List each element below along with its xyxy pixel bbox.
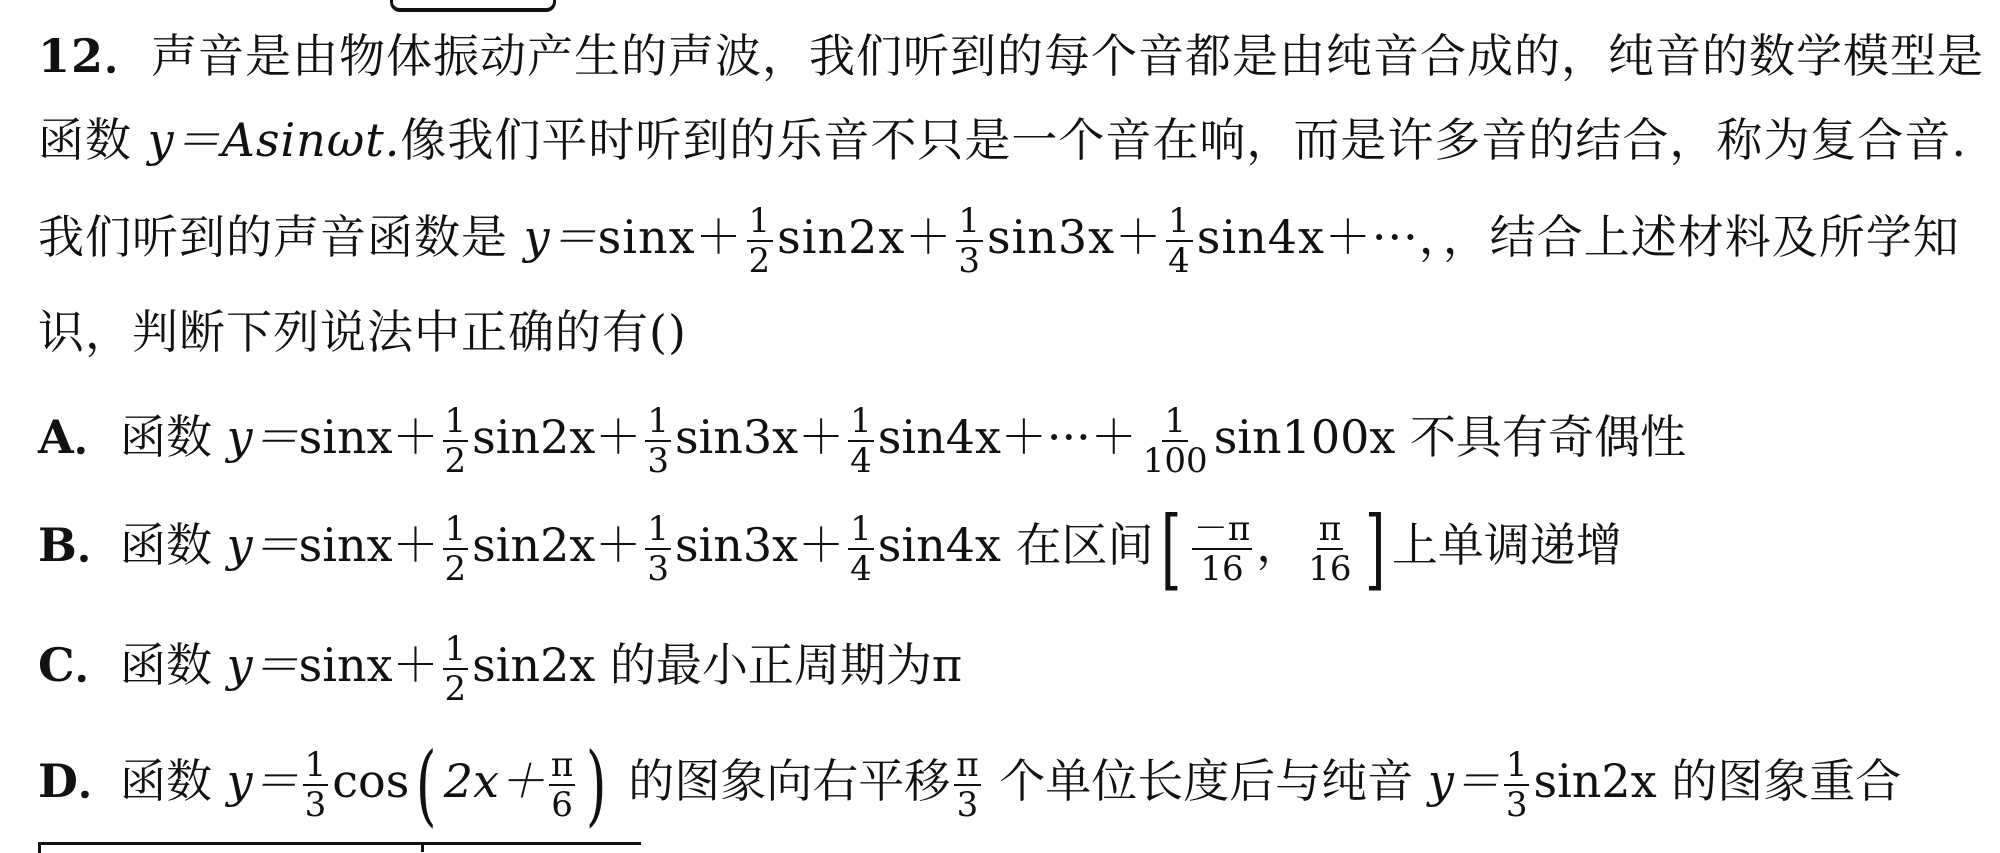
- term-sin4x-ellipsis: sin4x＋···＋: [877, 410, 1137, 464]
- pure-tone-formula: y＝Asinωt.: [147, 113, 401, 167]
- denominator: 3: [956, 785, 979, 825]
- right-bracket: ]: [1364, 497, 1385, 600]
- option-d-shift-text: 的图象向右平移: [613, 754, 951, 808]
- question-number: 12．: [38, 29, 152, 83]
- numerator: 1: [748, 201, 772, 241]
- denominator: 3: [958, 241, 981, 281]
- term-sinx: sinx＋: [597, 210, 743, 264]
- stem-line-1: [38, 26, 1984, 86]
- term-sin3x: sin3x＋: [674, 518, 845, 572]
- fraction-one-half: [443, 630, 469, 708]
- numerator: 1: [1164, 401, 1187, 441]
- sound-function: [523, 201, 1443, 281]
- fraction-one-hundredth: [1141, 402, 1210, 480]
- option-a-suffix: 不具有奇偶性: [1395, 410, 1686, 464]
- numerator: －π: [1193, 509, 1251, 549]
- numerator: 1: [850, 401, 872, 441]
- left-bracket: [: [1160, 497, 1182, 600]
- term-cos: cos: [332, 754, 410, 808]
- denominator: 3: [1505, 785, 1528, 825]
- option-d-pure-tone: [1427, 745, 1657, 825]
- numerator: 1: [444, 509, 467, 549]
- option-d-suffix: 的图象重合: [1656, 754, 1902, 808]
- term-sin2x: sin2x: [472, 638, 596, 692]
- right-paren: ): [586, 733, 607, 836]
- denominator: 2: [444, 441, 467, 481]
- denominator: 4: [1168, 241, 1191, 281]
- fraction-neg-pi-16: [1192, 510, 1252, 588]
- stem-line-3: [38, 202, 1960, 280]
- numerator: 1: [444, 401, 467, 441]
- numerator: 1: [1168, 201, 1191, 241]
- y-equals: y＝: [1427, 754, 1500, 808]
- numerator: 1: [647, 509, 669, 549]
- fraction-pi-6: [549, 746, 575, 824]
- option-b-interval: [1154, 497, 1392, 600]
- option-c-label: C．: [38, 638, 121, 692]
- term-sinx: sinx＋: [298, 518, 439, 572]
- fraction-one-third: [1504, 746, 1530, 824]
- fraction-one-third: [956, 202, 983, 280]
- stem-text-3a: 我们听到的声音函数是: [38, 210, 524, 264]
- fraction-one-half: [747, 202, 774, 280]
- stem-text-2b: 像我们平时听到的乐音不只是一个音在响，而是许多音的结合，称为复合音.: [400, 113, 1968, 167]
- denominator: 3: [647, 549, 669, 589]
- option-b-interval-text: 在区间: [1000, 518, 1154, 572]
- numerator: 1: [1505, 745, 1528, 785]
- left-paren: (: [416, 733, 437, 836]
- numerator: 1: [850, 509, 872, 549]
- term-sin2x: sin2x: [1533, 754, 1657, 808]
- option-d-prefix: 函数: [120, 754, 227, 808]
- stem-text-1: 声音是由物体振动产生的声波，我们听到的每个音都是由纯音合成的，纯音的数学模型是: [151, 29, 1985, 83]
- denominator: 3: [647, 441, 669, 481]
- fraction-one-half: [443, 402, 469, 480]
- term-sin2x: sin2x＋: [472, 518, 642, 572]
- numerator: 1: [958, 201, 981, 241]
- term-sinx: sinx＋: [298, 638, 439, 692]
- fraction-pi-3: [954, 746, 980, 824]
- option-d[interactable]: [38, 733, 1902, 836]
- option-c-formula: [226, 629, 596, 709]
- option-a-formula: [226, 401, 1396, 481]
- y-equals: y＝: [226, 754, 299, 808]
- numerator: π: [956, 745, 979, 785]
- stem-text-4: 识，判断下列说法中正确的有(): [38, 305, 687, 359]
- fraction-one-half: [443, 510, 469, 588]
- fraction-one-third: [303, 746, 329, 824]
- y-equals: y＝: [226, 638, 299, 692]
- term-sinx: sinx＋: [298, 410, 439, 464]
- denominator: 16: [1308, 549, 1352, 589]
- fraction-one-third: [645, 402, 671, 480]
- term-sin3x: sin3x＋: [986, 210, 1163, 264]
- stem-text-3b: ，结合上述材料及所学知: [1442, 210, 1960, 264]
- denominator: 3: [304, 785, 327, 825]
- option-d-label: D．: [38, 754, 124, 808]
- fraction-one-quarter: [848, 510, 874, 588]
- term-sin4x-ellipsis: sin4x＋···，: [1196, 210, 1443, 264]
- denominator: 6: [551, 785, 573, 825]
- term-sin2x: sin2x＋: [777, 210, 953, 264]
- term-sin4x: sin4x: [877, 518, 1001, 572]
- interval-comma: ，: [1256, 518, 1303, 572]
- denominator: 2: [444, 549, 467, 589]
- term-sin2x: sin2x＋: [472, 410, 642, 464]
- numerator: 1: [444, 629, 467, 669]
- fraction-one-third: [645, 510, 671, 588]
- term-sin3x: sin3x＋: [674, 410, 845, 464]
- fraction-one-quarter: [848, 402, 874, 480]
- clipped-previous-bracket: [390, 0, 556, 12]
- y-equals: y＝: [226, 518, 299, 572]
- fraction-pi-16: [1306, 510, 1353, 588]
- option-b-formula: [226, 509, 1001, 589]
- option-a-prefix: 函数: [120, 410, 227, 464]
- numerator: 1: [647, 401, 669, 441]
- fraction-one-quarter: [1166, 202, 1193, 280]
- denominator: 4: [850, 549, 872, 589]
- stem-text-2a: 函数: [38, 113, 148, 167]
- y-equals: y＝: [226, 410, 299, 464]
- option-d-formula: [226, 733, 614, 836]
- stem-line-4: [38, 302, 687, 362]
- option-b-label: B．: [38, 518, 123, 572]
- denominator: 2: [444, 669, 467, 709]
- term-sin100x: sin100x: [1213, 410, 1396, 464]
- option-b-prefix: 函数: [120, 518, 227, 572]
- numerator: π: [550, 745, 574, 785]
- option-a[interactable]: [38, 402, 1686, 480]
- term-2x-plus: 2x＋: [443, 754, 545, 808]
- option-c[interactable]: [38, 630, 962, 708]
- option-b-suffix: 上单调递增: [1391, 518, 1622, 572]
- y-equals: y＝: [523, 210, 598, 264]
- option-a-label: A．: [38, 410, 120, 464]
- denominator: 4: [850, 441, 872, 481]
- numerator: 1: [304, 745, 327, 785]
- answer-table-edge: [38, 842, 641, 853]
- option-b[interactable]: [38, 497, 1622, 600]
- option-d-unit-text: 个单位长度后与纯音: [984, 754, 1428, 808]
- stem-line-2: [38, 110, 1967, 170]
- denominator: 16: [1200, 549, 1244, 589]
- denominator: 2: [748, 241, 772, 281]
- option-c-suffix: 的最小正周期为π: [595, 638, 963, 692]
- numerator: π: [1318, 509, 1342, 549]
- option-c-prefix: 函数: [120, 638, 227, 692]
- denominator: 100: [1142, 441, 1208, 481]
